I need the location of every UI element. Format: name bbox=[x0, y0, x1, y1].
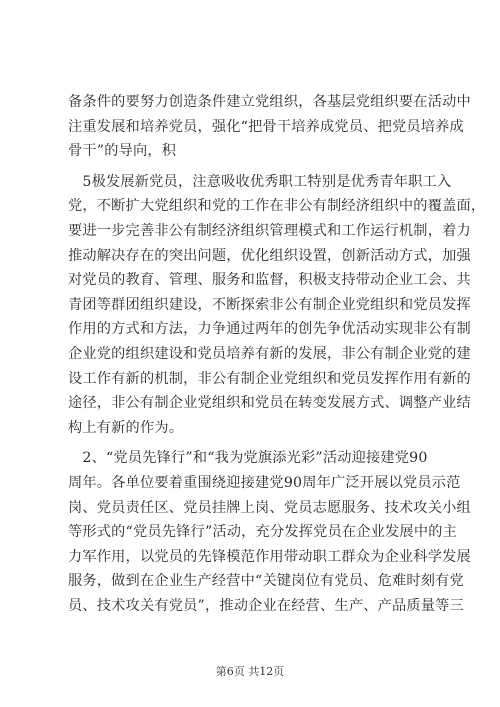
text-line: 作用的方式和方法，力争通过两年的创先争优活动实现非公有制 bbox=[68, 321, 471, 338]
paragraph bbox=[68, 170, 486, 441]
text-line: 5极发展新党员，注意吸收优秀职工特别是优秀青年职工入 bbox=[68, 173, 452, 190]
text-line: 2、“党员先锋行”和“我为党旗添光彩”活动迎接建党90 bbox=[68, 450, 428, 467]
text-line: 构上有新的作为。 bbox=[68, 419, 184, 436]
text-line: 服务，做到在企业生产经营中“关键岗位有党员、危难时刻有党 bbox=[68, 573, 464, 590]
text-line: 骨干”的导向，积 bbox=[68, 143, 177, 160]
text-line: 岗、党员责任区、党员挂牌上岗、党员志愿服务、技术攻关小组 bbox=[68, 499, 471, 516]
text-line: 企业党的组织建设和党员培养有新的发展，非公有制企业党的建 bbox=[68, 345, 471, 362]
text-line: 推动解决存在的突出问题，优化组织设置，创新活动方式，加强 bbox=[68, 247, 471, 264]
text-line: 等形式的“党员先锋行”活动，充分发挥党员在企业发展中的主 bbox=[68, 524, 457, 541]
text-line: 途径，非公有制企业党组织和党员在转变发展方式、调整产业结 bbox=[68, 395, 471, 412]
text-line: 备条件的要努力创造条件建立党组织，各基层党组织要在活动中 bbox=[68, 94, 471, 110]
document-body bbox=[68, 90, 486, 618]
paragraph bbox=[68, 446, 471, 618]
text-line: 周年。各单位要着重围绕迎接建党90周年广泛开展以党员示范 bbox=[68, 474, 461, 491]
paragraph bbox=[68, 90, 471, 164]
text-line: 力军作用，以党员的先锋模范作用带动职工群众为企业科学发展 bbox=[68, 548, 471, 565]
text-line: 员、技术攻关有党员”，推动企业在经营、生产、产品质量等三 bbox=[68, 597, 464, 614]
page-footer: 第6页 共12页 bbox=[215, 665, 285, 678]
text-line: 注重发展和培养党员，强化“把骨干培养成党员、把党员培养成 bbox=[68, 118, 464, 135]
text-line: 要进一步完善非公有制经济组织管理模式和工作运行机制，着力 bbox=[68, 222, 471, 239]
text-line: 党，不断扩大党组织和党的工作在非公有制经济组织中的覆盖面， bbox=[68, 198, 486, 215]
text-line: 对党员的教育、管理、服务和监督，积极支持带动企业工会、共 bbox=[68, 272, 471, 289]
text-line: 设工作有新的机制，非公有制企业党组织和党员发挥作用有新的 bbox=[68, 370, 471, 387]
text-line: 青团等群团组织建设，不断探索非公有制企业党组织和党员发挥 bbox=[68, 296, 471, 313]
